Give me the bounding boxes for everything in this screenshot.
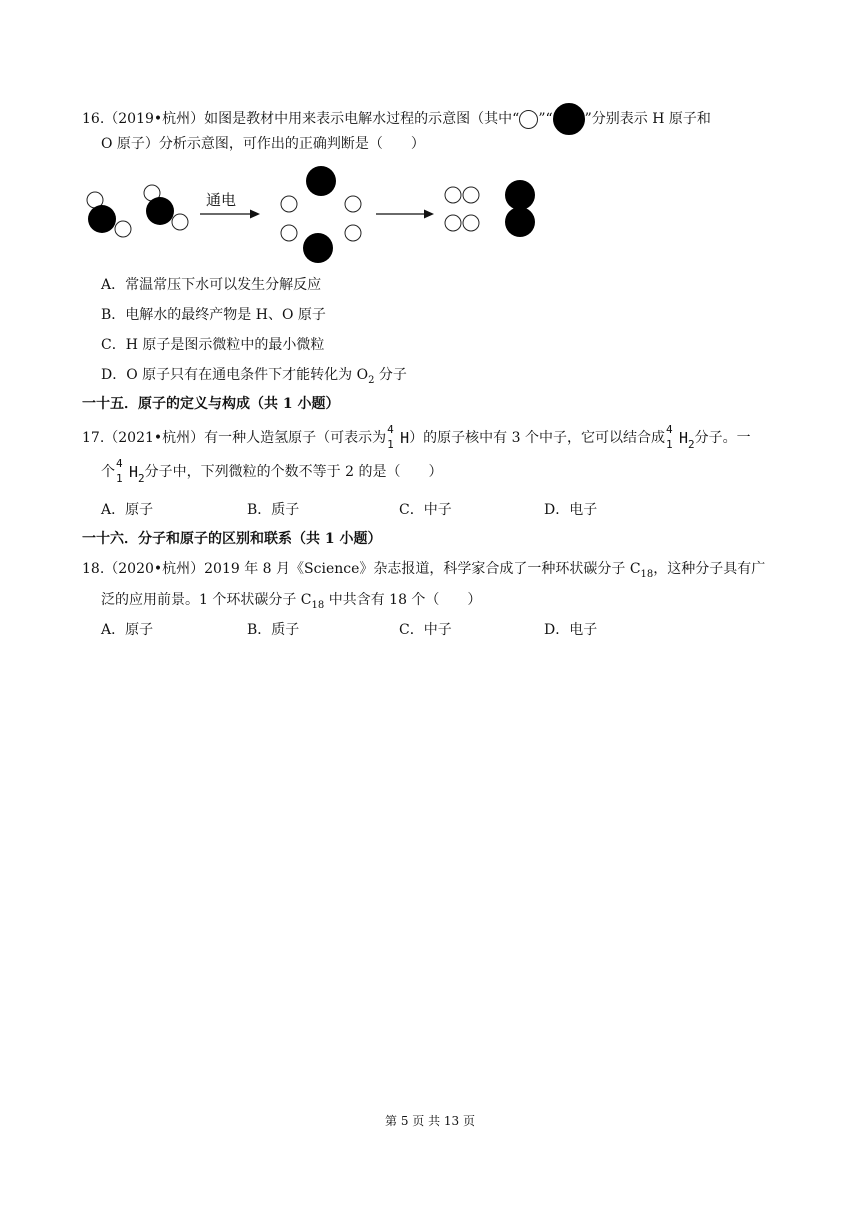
h2-molecules bbox=[445, 187, 479, 231]
o-atom-legend-icon bbox=[553, 103, 585, 135]
water-molecule-1 bbox=[87, 192, 131, 237]
h-atom-legend-icon bbox=[519, 110, 538, 129]
q17-option-d: D．电子 bbox=[544, 502, 598, 518]
electrolysis-diagram bbox=[80, 162, 550, 266]
q16-option-a: A．常温常压下水可以发生分解反应 bbox=[101, 277, 322, 293]
arrow-1 bbox=[200, 210, 260, 219]
electrolysis-label: 通电 bbox=[206, 191, 237, 209]
nuclide-4-1-h2-b: 4 1 bbox=[116, 457, 123, 485]
q17-line2: 个 4 1 $H_2$分子中，下列微粒的个数不等于 2 的是（ ） bbox=[101, 457, 443, 485]
q18-line1: 18.（2020•杭州）2019 年 8 月《Science》杂志报道，科学家合成了一种环状碳分子 $C_{18}$，这种分子具有广 bbox=[82, 561, 766, 580]
q18-option-b: B．质子 bbox=[247, 622, 300, 638]
arrow-2 bbox=[376, 210, 434, 219]
q16-option-c: C．H 原子是图示微粒中的最小微粒 bbox=[101, 337, 325, 353]
nuclide-4-1-h: 4 1 bbox=[387, 423, 394, 451]
o2-molecule bbox=[505, 180, 535, 237]
q17-option-c: C．中子 bbox=[399, 502, 452, 518]
separated-atoms bbox=[281, 166, 361, 263]
section-16-heading: 一十六．分子和原子的区别和联系（共 1 小题） bbox=[82, 531, 382, 547]
q18-option-d: D．电子 bbox=[544, 622, 598, 638]
q16-option-d: D．O 原子只有在通电条件下才能转化为 $O_2$ 分子 bbox=[101, 367, 407, 386]
q16-option-b: B．电解水的最终产物是 H、O 原子 bbox=[101, 307, 326, 323]
q17-line1: 17.（2021•杭州）有一种人造氢原子（可表示为 4 1 H）的原子核中有 3 个中子，它可以结合成 4 1 $H_2$分子。一 bbox=[82, 423, 751, 451]
q17-option-b: B．质子 bbox=[247, 502, 300, 518]
q18-line2: 泛的应用前景。1 个环状碳分子 $C_{18}$ 中共含有 18 个（ ） bbox=[101, 592, 482, 611]
q16-line1: 16.（2019•杭州）如图是教材中用来表示电解水过程的示意图（其中“ ”“ ”分别表示 H 原子和 bbox=[82, 103, 711, 135]
section-15-heading: 一十五．原子的定义与构成（共 1 小题） bbox=[82, 396, 340, 412]
q18-option-a: A．原子 bbox=[101, 622, 154, 638]
page-footer: 第 5 页 共 13 页 bbox=[385, 1114, 475, 1128]
q17-option-a: A．原子 bbox=[101, 502, 154, 518]
nuclide-4-1-h2-a: 4 1 bbox=[666, 423, 673, 451]
water-molecule-2 bbox=[144, 185, 188, 230]
q18-option-c: C．中子 bbox=[399, 622, 452, 638]
q16-line2: O 原子）分析示意图，可作出的正确判断是（ ） bbox=[101, 136, 425, 152]
